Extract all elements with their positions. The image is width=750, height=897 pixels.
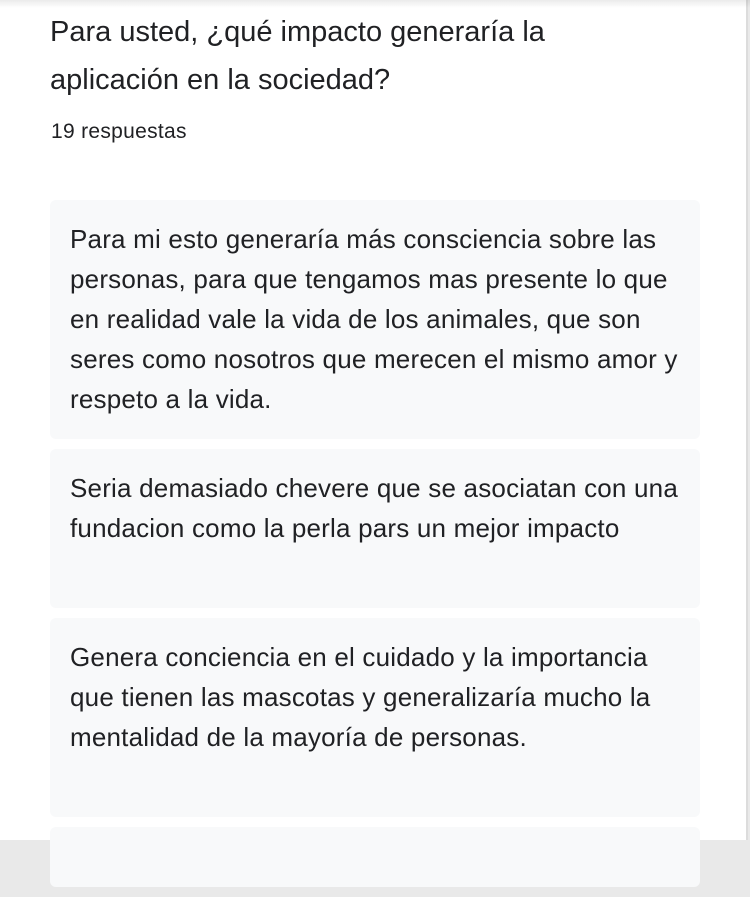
top-shadow: [0, 0, 750, 8]
question-title: [50, 8, 690, 104]
response-item-partial: [50, 827, 700, 887]
question-title-line-2: aplicación en la sociedad?: [50, 64, 391, 96]
response-item: Genera conciencia en el cuidado y la importancia que tienen las mascotas y generalizaría mucho la mentalidad de la mayoría de personas.: [50, 618, 700, 817]
response-count: 19 respuestas: [51, 120, 187, 143]
response-list: [50, 200, 700, 897]
response-item: Para mi esto generaría más consciencia sobre las personas, para que tengamos mas presente lo que en realidad vale la vida de los animales, que son seres como nosotros que merecen el mismo amor y respeto a la vida.: [50, 200, 700, 439]
question-title-line-1: Para usted, ¿qué impacto generaría la: [50, 16, 545, 48]
response-item: Seria demasiado chevere que se asociatan con una fundacion como la perla pars un mejor impacto: [50, 449, 700, 608]
